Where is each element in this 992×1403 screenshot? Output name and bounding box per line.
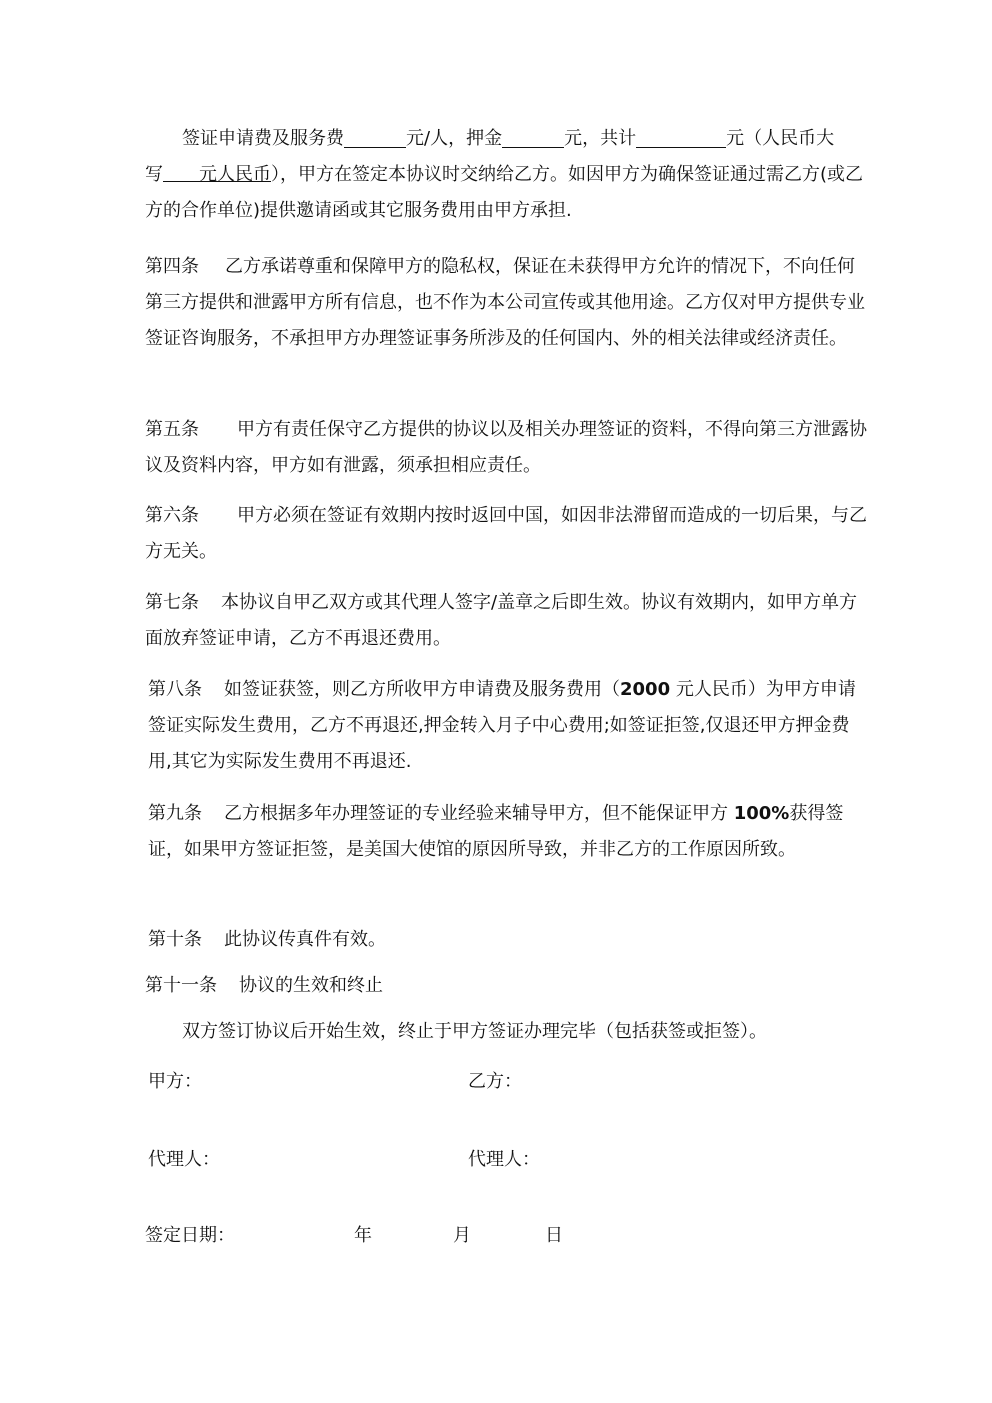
fee-text-3: 元，共计 xyxy=(564,128,637,149)
fee-text-4: 元（人民币大写 xyxy=(145,128,835,185)
article-5 xyxy=(145,412,870,484)
article-4-number: 第四条 xyxy=(145,256,199,277)
article-11-title: 协议的生效和终止 xyxy=(239,975,383,996)
article-6-number: 第六条 xyxy=(145,505,199,526)
article-11 xyxy=(145,968,870,1004)
article-11-body: 双方签订协议后开始生效，终止于甲方签证办理完毕（包括获签或拒签）。 xyxy=(182,1021,767,1042)
article-9-percent: 100% xyxy=(733,803,790,824)
fee-paragraph xyxy=(145,121,870,229)
day-label: 日 xyxy=(545,1225,563,1246)
amount-in-words xyxy=(163,164,271,185)
fee-text-5: ），甲方在签定本协议时交纳给乙方。如因甲方为确保签证通过需乙方(或乙方的合作单位)提供邀请函或其它服务费用由甲方承担. xyxy=(145,164,864,221)
article-8 xyxy=(148,672,870,780)
date-label: 签定日期： xyxy=(145,1225,235,1246)
article-6-text: 甲方必须在签证有效期内按时返回中国，如因非法滞留而造成的一切后果，与乙方无关。 xyxy=(145,505,867,562)
article-8-number: 第八条 xyxy=(148,679,202,700)
fee-text-1: 签证申请费及服务费 xyxy=(182,128,344,149)
article-7-number: 第七条 xyxy=(145,592,199,613)
total-blank[interactable] xyxy=(636,125,726,148)
article-11-number: 第十一条 xyxy=(145,975,217,996)
amount-in-words-text: 元人民币 xyxy=(199,164,271,185)
article-4-text: 乙方承诺尊重和保障甲方的隐私权，保证在未获得甲方允许的情况下，不向任何第三方提供和泄露甲方所有信息，也不作为本公司宣传或其他用途。乙方仅对甲方提供专业签证咨询服务，不承担甲方办理签证事务所涉及的任何国内、外的相关法律或经济责任。 xyxy=(145,256,865,349)
fee-text-2: 元/人，押金 xyxy=(406,128,503,149)
party-b-label: 乙方： xyxy=(468,1071,522,1092)
fee-blank[interactable] xyxy=(344,125,406,148)
article-9-text-2: 获得签证，如果甲方签证拒签，是美国大使馆的原因所导致，并非乙方的工作原因所致。 xyxy=(148,803,844,860)
month-label: 月 xyxy=(453,1225,471,1246)
article-5-text: 甲方有责任保守乙方提供的协议以及相关办理签证的资料，不得向第三方泄露协议及资料内容，甲方如有泄露，须承担相应责任。 xyxy=(145,419,867,476)
article-5-number: 第五条 xyxy=(145,419,199,440)
year-label: 年 xyxy=(354,1225,372,1246)
article-7-text: 本协议自甲乙双方或其代理人签字/盖章之后即生效。协议有效期内，如甲方单方面放弃签证申请，乙方不再退还费用。 xyxy=(145,592,858,649)
article-9-text-1: 乙方根据多年办理签证的专业经验来辅导甲方，但不能保证甲方 xyxy=(224,803,728,824)
article-4 xyxy=(145,249,870,357)
agent-a-label: 代理人： xyxy=(148,1149,220,1170)
deposit-blank[interactable] xyxy=(502,125,564,148)
article-10-number: 第十条 xyxy=(148,929,202,950)
article-10-text: 此协议传真件有效。 xyxy=(224,929,386,950)
article-10 xyxy=(148,922,873,958)
article-7 xyxy=(145,585,870,657)
agent-b-label: 代理人： xyxy=(468,1149,540,1170)
article-8-text-2: 元人民币）为甲方申请签证实际发生费用，乙方不再退还,押金转入月子中心费用;如签证拒签,仅退还甲方押金费用,其它为实际发生费用不再退还. xyxy=(148,679,856,772)
article-6 xyxy=(145,498,870,570)
article-8-text-1: 如签证获签，则乙方所收甲方申请费及服务费用（ xyxy=(224,679,620,700)
article-9 xyxy=(148,796,870,868)
party-a-label: 甲方： xyxy=(148,1071,202,1092)
article-9-number: 第九条 xyxy=(148,803,202,824)
article-8-amount: 2000 xyxy=(620,679,671,700)
